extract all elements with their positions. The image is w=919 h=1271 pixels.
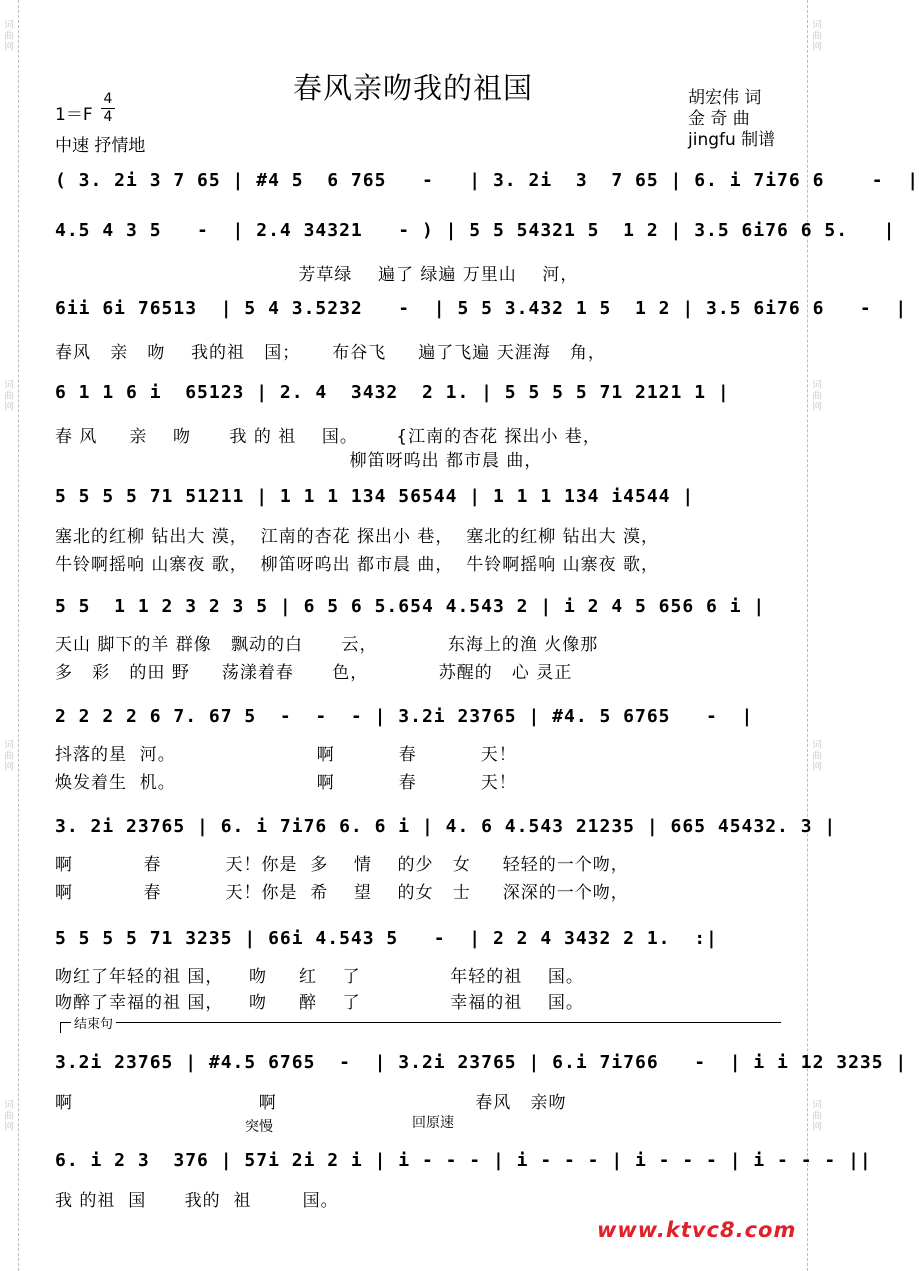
lyric-line: 我 的祖 国 我的 祖 国。 xyxy=(55,1191,339,1211)
score-row-10 xyxy=(0,1052,908,1113)
notation-line: 3. 2i 23765 | 6. i 7i76 6. 6 i | 4. 6 4.543 21235 | 665 45432. 3 | xyxy=(55,816,837,837)
lyric-line: 春 风 亲 吻 我 的 祖 国。 {江南的杏花 探出小 巷， xyxy=(55,427,601,447)
lyricist: 胡宏伟 词 xyxy=(688,88,762,108)
watermark-left: 词 曲 网 xyxy=(4,1100,14,1133)
lyric-line: 春风 亲 吻 我的祖 国； 布谷飞 遍了飞遍 天涯海 角， xyxy=(55,343,606,363)
notation-line: 6 1 1 6 i 65123 | 2. 4 3432 2 1. | 5 5 5 5 71 2121 1 | xyxy=(55,382,730,403)
watermark-right: 词 曲 网 xyxy=(812,380,822,413)
watermark-left: 词 曲 网 xyxy=(4,20,14,53)
site-watermark xyxy=(597,1218,796,1242)
transcriber: jingfu 制谱 xyxy=(688,130,776,150)
watermark-left: 词 曲 网 xyxy=(4,380,14,413)
lyric-line: 塞北的红柳 钻出大 漠， 江南的杏花 探出小 巷， 塞北的红柳 钻出大 漠， xyxy=(55,527,660,547)
lyric-line: 啊 春 天！你是 希 望 的女 士 深深的一个吻， xyxy=(55,883,629,903)
composer: 金 奇 曲 xyxy=(688,109,750,129)
notation-line: 5 5 5 5 71 3235 | 66i 4.543 5 - | 2 2 4 3432 2 1. :| xyxy=(55,928,718,949)
lyric-line: 吻醉了幸福的祖 国， 吻 醉 了 幸福的祖 国。 xyxy=(55,993,584,1013)
lyric-line: 多 彩 的田 野 荡漾着春 色， 苏醒的 心 灵正 xyxy=(55,663,573,683)
score-row-1 xyxy=(0,170,919,210)
time-signature xyxy=(101,92,115,125)
score-row-8 xyxy=(0,816,837,903)
notation-line: 5 5 5 5 71 51211 | 1 1 1 134 56544 | 1 1 1 134 i4544 | xyxy=(55,486,695,507)
key-signature: 1＝F xyxy=(55,105,93,125)
lyric-line: 天山 脚下的羊 群像 飘动的白 云， 东海上的渔 火像那 xyxy=(55,635,599,655)
notation-line: 6. i 2 3 376 | 57i 2i 2 i | i - - - | i - - - | i - - - | i - - - || xyxy=(55,1150,872,1171)
lyric-line: 焕发着生 机。 啊 春 天！ xyxy=(55,773,517,793)
notation-line: ( 3. 2i 3 7 65 | #4 5 6 765 - | 3. 2i 3 7 65 | 6. i 7i76 6 - | xyxy=(55,170,919,191)
song-title: 春风亲吻我的祖国 xyxy=(292,71,533,105)
lyric-line: 牛铃啊摇响 山寨夜 歌， 柳笛呀呜出 都市晨 曲， 牛铃啊摇响 山寨夜 歌， xyxy=(55,555,660,575)
tempo-change-slow: 突慢 xyxy=(245,1119,273,1135)
score-row-5 xyxy=(0,486,826,575)
ending-label: 结束句 xyxy=(71,1013,116,1032)
credits xyxy=(688,88,775,151)
notation-line: 2 2 2 2 6 7. 67 5 - - - | 3.2i 23765 | #4. 5 6765 - | xyxy=(55,706,754,727)
time-signature-bottom: 4 xyxy=(103,109,113,125)
score-row-2 xyxy=(0,220,896,285)
lyric-line: 啊 啊 春风 亲吻 xyxy=(55,1093,567,1113)
lyric-line: 抖落的星 河。 啊 春 天！ xyxy=(55,745,517,765)
lyric-line: 柳笛呀呜出 都市晨 曲， xyxy=(55,451,543,471)
score-row-9 xyxy=(0,928,826,1013)
time-signature-top: 4 xyxy=(103,91,113,107)
ending-bracket xyxy=(60,1017,781,1033)
lyric-line: 啊 春 天！你是 多 情 的少 女 轻轻的一个吻， xyxy=(55,855,629,875)
watermark-right: 词 曲 网 xyxy=(812,1100,822,1133)
notation-line: 4.5 4 3 5 - | 2.4 34321 - ) | 5 5 54321 5 1 2 | 3.5 6i76 6 5. | xyxy=(55,220,896,241)
notation-line: 3.2i 23765 | #4.5 6765 - | 3.2i 23765 | 6.i 7i766 - | i i 12 3235 | xyxy=(55,1052,908,1073)
lyric-line: 芳草绿 遍了 绿遍 万里山 河， xyxy=(55,265,579,285)
tempo-change-return: 回原速 xyxy=(412,1115,454,1131)
score-row-11 xyxy=(0,1150,872,1211)
watermark-right: 词 曲 网 xyxy=(812,20,822,53)
notation-line: 6ii 6i 76513 | 5 4 3.5232 - | 5 5 3.432 1 5 1 2 | 3.5 6i76 6 - | xyxy=(55,298,908,319)
score-row-4 xyxy=(0,382,826,471)
score-row-3 xyxy=(0,298,908,363)
watermark-right: 词 曲 网 xyxy=(812,740,822,773)
score-row-6 xyxy=(0,596,826,683)
notation-line: 5 5 1 1 2 3 2 3 5 | 6 5 6 5.654 4.543 2 | i 2 4 5 656 6 i | xyxy=(55,596,766,617)
tempo-marking: 中速 抒情地 xyxy=(55,136,146,156)
watermark-left: 词 曲 网 xyxy=(4,740,14,773)
site-url: www.ktvc8.com xyxy=(597,1218,797,1242)
lyric-line: 吻红了年轻的祖 国， 吻 红 了 年轻的祖 国。 xyxy=(55,967,584,987)
